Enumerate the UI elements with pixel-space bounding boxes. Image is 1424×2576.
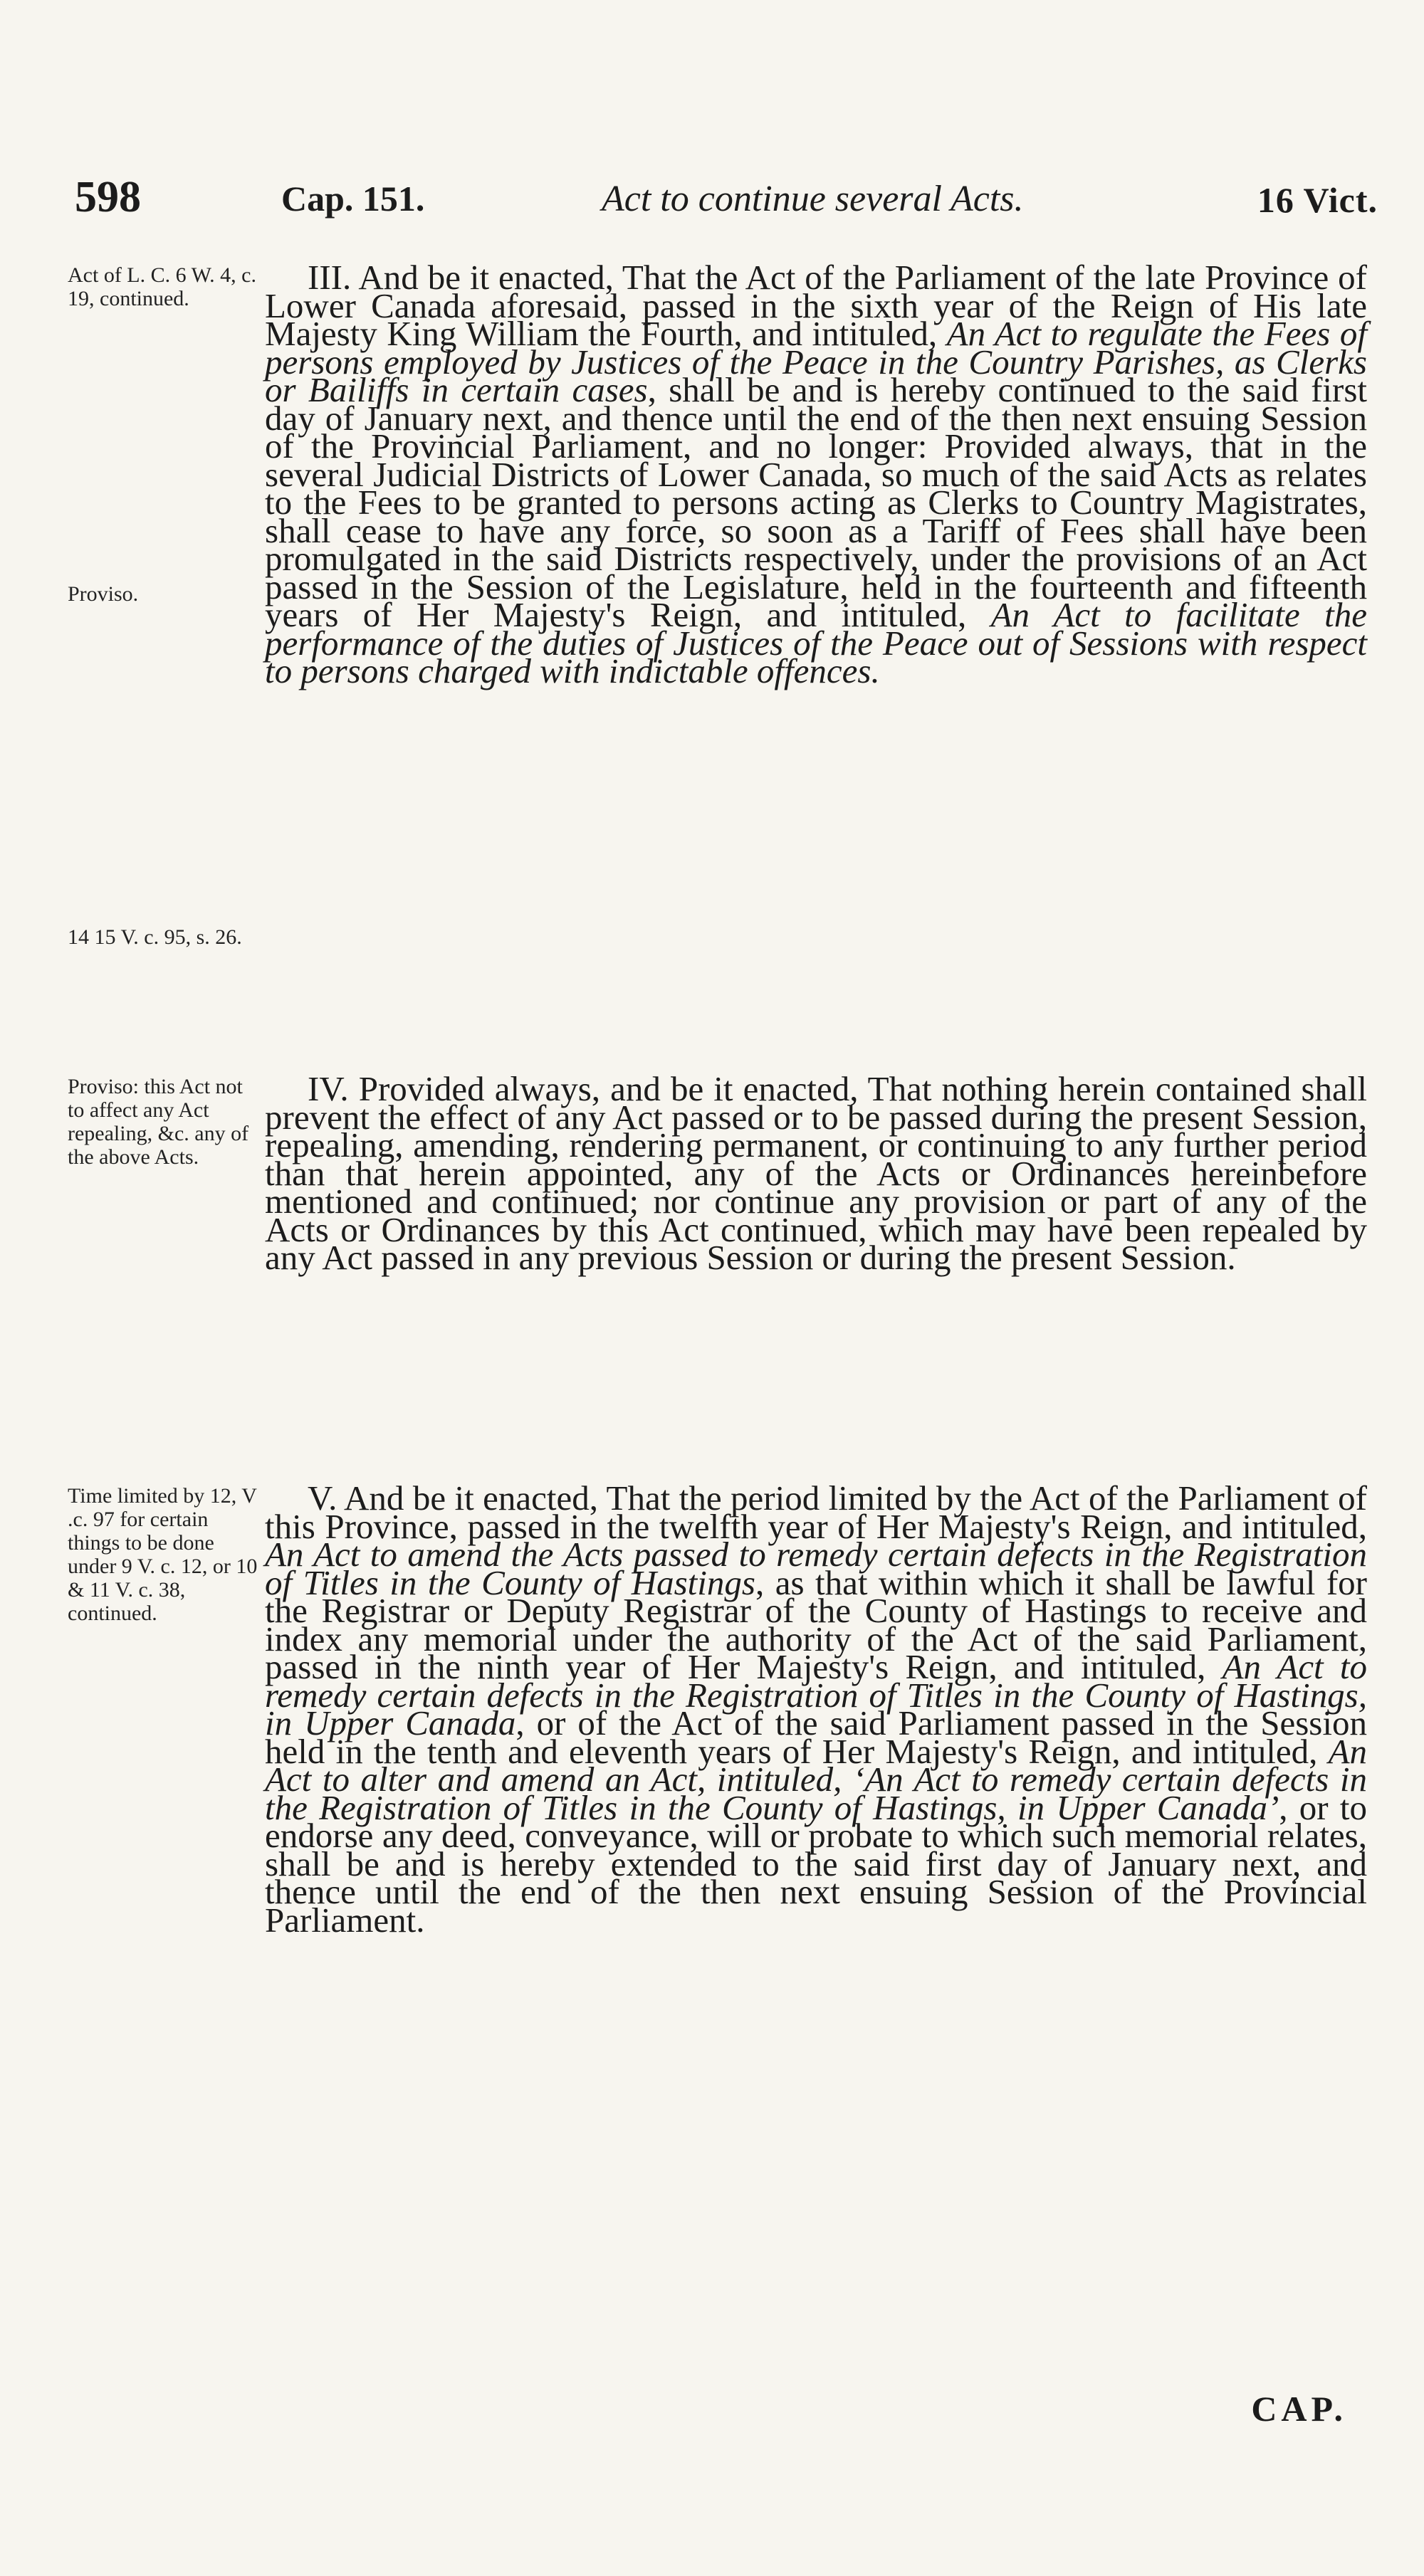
margin-note-reference: 14 15 V. c. 95, s. 26.: [68, 925, 242, 949]
text-run: , as that within which it shall be lawful for the Registrar or Deputy Registrar of the County of Hastings to receive and index any memorial under the authority of the Act of the said Parliament, passed in the ninth year of Her Majesty's Reign, and intituled,: [265, 1562, 1367, 1686]
section-text: [265, 1069, 1367, 1277]
act-title: An Act to amend the Acts passed to remedy certain defects in the Registration of Titles in the County of Hastings: [265, 1535, 1367, 1602]
margin-note-main: Act of L. C. 6 W. 4, c. 19, continued.: [68, 263, 256, 310]
paragraph: IV. Provided always, and be it enacted, That nothing herein contained shall prevent the effect of any Act passed or to be passed during the present Session, repealing, amending, rendering permanent, or continuing to any further period than that herein appointed, any of the Acts or Ordinances hereinbefore mentioned and continued; nor continue any provision or part of any of the Acts or Ordinances by this Act continued, which may have been repealed by any Act passed in any previous Session or during the present Session.: [265, 1069, 1367, 1277]
act-title: An Act to remedy certain defects in the Registration of Titles in the County of Hastings, in Upper Canada: [265, 1647, 1368, 1742]
chapter-number: Cap. 151.: [281, 179, 425, 219]
paragraph: [265, 258, 1368, 690]
running-title: Act to continue several Acts.: [602, 179, 1024, 219]
catchword: CAP.: [1251, 2389, 1347, 2429]
paragraph: [265, 1478, 1368, 1940]
page-number: 598: [75, 173, 141, 221]
regnal-year: 16 Vict.: [1257, 180, 1378, 220]
section-text: [265, 1478, 1368, 1940]
section-text: [265, 258, 1368, 690]
act-title: An Act to alter and amend an Act, intituled, ‘An Act to remedy certain defects in the Registration of Titles in the County of Hastings, in Upper Canada’: [265, 1731, 1367, 1827]
margin-note-main: Proviso: this Act not to affect any Act repealing, &c. any of the above Acts.: [68, 1075, 249, 1169]
text-run: , or of the Act of the said Parliament passed in the Session held in the tenth and eleventh years of Her Majesty's Reign, and intituled,: [265, 1703, 1367, 1771]
act-title: An Act to regulate the Fees of persons employed by Justices of the Peace in the Country Parishes, as Clerks or Bailiffs in certain cases: [265, 314, 1367, 409]
act-title: An Act to facilitate the performance of the duties of Justices of the Peace out of Sessions with respect to persons charged with indictable offences.: [265, 595, 1368, 690]
text-run: III. And be it enacted, That the Act of the Parliament of the late Province of Lower Canada aforesaid, passed in the sixth year of the Reign of His late Majesty King William the Fourth, and intituled,: [265, 258, 1367, 353]
text-run: V. And be it enacted, That the period limited by the Act of the Parliament of this Province, passed in the twelfth year of Her Majesty's Reign, and intituled,: [265, 1478, 1367, 1546]
text-run: , or to endorse any deed, conveyance, will or probate to which such memorial relates, shall be and is hereby extended to the said first day of January next, and thence until the end of the then next ensuing Session of the Provincial Parliament.: [265, 1787, 1367, 1940]
margin-note-main: Time limited by 12, V .c. 97 for certain things to be done under 9 V. c. 12, or 10 & 11 V. c. 38, continued.: [68, 1484, 258, 1625]
text-run: , shall be and is hereby continued to the said first day of January next, and thence until the end of the then next ensuing Session of the Provincial Parliament, and no longer: Provided always, that in the several Judicial Districts of Lower Canada, so much of the said Acts as relates to the Fees to be granted to persons acting as Clerks to Country Magistrates, shall cease to have any force, so soon as a Tariff of Fees shall have been promulgated in the said Districts respectively, under the provisions of an Act passed in the Session of the Legislature, held in the fourteenth and fifteenth years of Her Majesty's Reign, and intituled,: [265, 370, 1367, 634]
margin-note-proviso: Proviso.: [68, 582, 139, 606]
running-header: [75, 172, 1378, 229]
